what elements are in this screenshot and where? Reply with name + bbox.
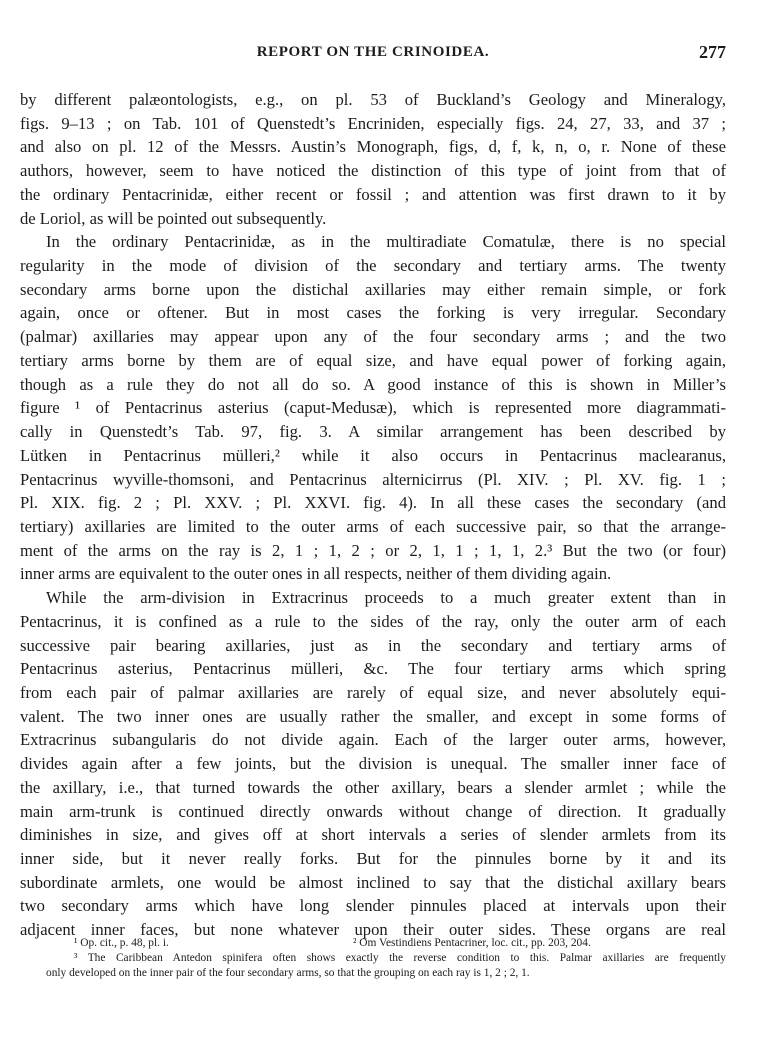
text-line: Pentacrinus asterius, Pentacrinus mülleri, &c. The four tertiary arms which spring bbox=[20, 659, 726, 679]
footnote-1: ¹ Op. cit., p. 48, pl. i. bbox=[74, 937, 169, 949]
text-line: and also on pl. 12 of the Messrs. Austin’s Monograph, figs, d, f, k, n, o, r. None of these bbox=[20, 137, 726, 157]
text-line: inner arms are equivalent to the outer ones in all respects, neither of them dividing again. bbox=[20, 564, 612, 584]
text-line: cally in Quenstedt’s Tab. 97, fig. 3. A similar arrangement has been described by bbox=[20, 422, 726, 442]
running-head bbox=[20, 44, 726, 68]
text-line: Extracrinus subangularis do not divide again. Each of the larger outer arms, however, bbox=[20, 730, 726, 750]
text-line: Lütken in Pentacrinus mülleri,² while it also occurs in Pentacrinus maclearanus, bbox=[20, 445, 726, 465]
text-line: adjacent inner faces, but none whatever upon their outer sides. These organs are real bbox=[20, 920, 726, 940]
text-line: though as a rule they do not all do so. A good instance of this is shown in Miller’s bbox=[20, 374, 726, 394]
text-line: the axillary, i.e., that turned towards the other axillary, bears a slender armlet ; while the bbox=[20, 777, 726, 797]
footnote-3: ³ The Caribbean Antedon spinifera often shows exactly the reverse condition to this. Palmar axillaries are frequently bbox=[74, 952, 726, 964]
text-line: authors, however, seem to have noticed the distinction of this type of joint from that of bbox=[20, 161, 726, 181]
running-title: REPORT ON THE CRINOIDEA. bbox=[256, 44, 490, 60]
text-line: main arm-trunk is continued directly onwards without change of direction. It gradually bbox=[20, 801, 726, 821]
body-text bbox=[20, 88, 726, 942]
text-line: In the ordinary Pentacrinidæ, as in the multiradiate Comatulæ, there is no special bbox=[46, 232, 726, 252]
text-line: Pentacrinus wyville-thomsoni, and Pentacrinus alternicirrus (Pl. XIV. ; Pl. XV. fig. 1 ; bbox=[20, 469, 726, 489]
text-line: diminishes in size, and gives off at short intervals a series of slender armlets from its bbox=[20, 825, 726, 845]
text-line: two secondary arms which have long slender pinnules placed at intervals upon their bbox=[20, 896, 726, 916]
text-line: successive pair bearing axillaries, just as in the secondary and tertiary arms of bbox=[20, 635, 726, 655]
text-line: by different palæontologists, e.g., on pl. 53 of Buckland’s Geology and Mineralogy, bbox=[20, 90, 726, 109]
text-line: While the arm-division in Extracrinus proceeds to a much greater extent than in bbox=[46, 588, 726, 608]
text-line: again, once or oftener. But in most cases the forking is very irregular. Secondary bbox=[20, 303, 726, 323]
footnotes bbox=[20, 936, 726, 981]
text-line: figs. 9–13 ; on Tab. 101 of Quenstedt’s Encriniden, especially figs. 24, 27, 33, and 37 ; bbox=[20, 113, 726, 133]
text-line: valent. The two inner ones are usually rather the smaller, and except in some forms of bbox=[20, 706, 726, 726]
page-number: 277 bbox=[699, 42, 726, 62]
text-line: from each pair of palmar axillaries are rarely of equal size, and never absolutely equi- bbox=[20, 682, 726, 702]
footnote-row bbox=[20, 936, 726, 951]
text-line: ment of the arms on the ray is 2, 1 ; 1, 2 ; or 2, 1, 1 ; 1, 1, 2.³ But the two (or four) bbox=[20, 540, 726, 560]
text-line: tertiary arms borne by them are of equal size, and have equal power of forking again, bbox=[20, 350, 726, 370]
text-line: Pentacrinus, it is confined as a rule to the sides of the ray, only the outer arm of each bbox=[20, 611, 726, 631]
text-line: regularity in the mode of division of the secondary and tertiary arms. The twenty bbox=[20, 256, 726, 276]
text-line: divides again after a few joints, but the division is unequal. The smaller inner face of bbox=[20, 754, 726, 774]
text-line: Pl. XIX. fig. 2 ; Pl. XXV. ; Pl. XXVI. fig. 4). In all these cases the secondary (and bbox=[20, 493, 726, 513]
text-line: inner side, but it never really forks. But for the pinnules borne by it and its bbox=[20, 849, 726, 868]
text-line: secondary arms borne upon the distichal axillaries may either remain simple, or fork bbox=[20, 279, 726, 299]
footnote-3-continued: only developed on the inner pair of the four secondary arms, so that the grouping on each ray is 1, 2 ; 2, 1. bbox=[46, 967, 530, 979]
text-line: de Loriol, as will be pointed out subsequently. bbox=[20, 208, 327, 228]
text-line: subordinate armlets, one would be almost inclined to say that the distichal axillary bears bbox=[20, 872, 726, 892]
text-line: (palmar) axillaries may appear upon any of the four secondary arms ; and the two bbox=[20, 327, 726, 347]
footnote-2: ² Om Vestindiens Pentacriner, loc. cit., pp. 203, 204. bbox=[353, 937, 591, 949]
text-line: the ordinary Pentacrinidæ, either recent or fossil ; and attention was first drawn to it by bbox=[20, 184, 726, 204]
text-line: tertiary) axillaries are limited to the outer arms of each successive pair, so that the arrange- bbox=[20, 516, 726, 536]
text-line: figure ¹ of Pentacrinus asterius (caput-Medusæ), which is represented more diagrammati- bbox=[20, 398, 726, 418]
